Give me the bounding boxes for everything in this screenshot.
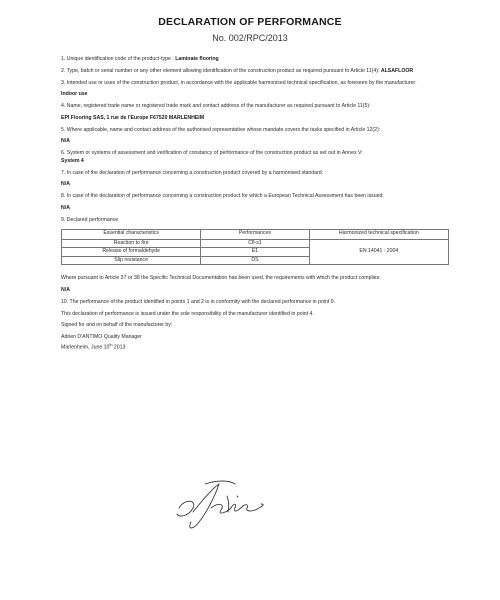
table-header-cell: Essential characteristics bbox=[62, 229, 201, 239]
item-1-label: 1. Unique identification code of the product-type : bbox=[61, 56, 176, 62]
item-1 bbox=[61, 56, 449, 64]
table-header-row bbox=[62, 229, 449, 239]
item-5-value: N/A bbox=[61, 138, 70, 145]
item-3-value: Indoor use bbox=[61, 91, 88, 98]
characteristic-cell: Release of formaldehyde bbox=[62, 248, 201, 257]
item-8-value: N/A bbox=[61, 204, 70, 211]
place-date bbox=[61, 342, 449, 352]
item-4-value: EPI Flooring SAS, 1 rue de l'Europe F67520 MARLENHEIM bbox=[61, 114, 205, 121]
item-2-value: ALSAFLOOR bbox=[380, 67, 414, 74]
table-row bbox=[62, 239, 449, 248]
place-date-text: Marlenheim, June 10 bbox=[61, 344, 110, 351]
item-1-value: Laminate flooring bbox=[175, 56, 219, 62]
date-year: 2013 bbox=[112, 344, 126, 351]
item-2-label: 2. Type, batch or serial number or any other element allowing identification of the construction product as required pursuant to Article 11(4): bbox=[61, 67, 381, 74]
item-6-label: 6. System or systems of assessment and verification of constancy of performance of the construction product as set out in Annex V: bbox=[61, 150, 363, 157]
characteristic-cell: Reaction to fire bbox=[62, 239, 201, 248]
item-4-label: 4. Name, registered trade name or registered trade mark and contact address of the manufacturer as required pursuant to Article 11(5): bbox=[61, 103, 371, 110]
item-6-value: System 4 bbox=[61, 157, 84, 164]
specification-cell: EN 14041 : 2004 bbox=[309, 239, 448, 265]
performance-table bbox=[61, 229, 449, 266]
document-number: No. 002/RPC/2013 bbox=[212, 33, 288, 43]
item-9-label: 9. Declared performance bbox=[61, 216, 119, 223]
article-37-value: N/A bbox=[61, 287, 70, 294]
characteristic-cell: Slip resistance bbox=[62, 256, 201, 265]
item-7-label: 7. In case of the declaration of performance concerning a construction product covered by a harmonised standard: bbox=[61, 169, 324, 176]
signatory-block bbox=[61, 334, 449, 352]
performance-cell: DS bbox=[201, 256, 309, 265]
item-8-label: 8. In case of the declaration of performance concerning a construction product for which a European Technical Assessment has been issued: bbox=[61, 193, 384, 200]
article-37-label: Where pursuant to Article 37 or 38 the Specific Technical Documentation has been used, the requirements with which the product complies: bbox=[61, 275, 381, 282]
signatory-name: Adrien D'ANTIMO Quality Manager bbox=[61, 334, 142, 341]
document-body bbox=[61, 56, 449, 352]
item-6 bbox=[61, 150, 449, 165]
date-suffix: th bbox=[109, 342, 113, 347]
item-3-label: 3. Intended use or uses of the construction product, in accordance with the applicable harmonised technical specification, as foreseen by the manufacturer: bbox=[61, 79, 417, 86]
responsibility-statement: This declaration of performance is issued under the sole responsibility of the manufacturer identified in point 4. bbox=[61, 310, 314, 317]
item-7-value: N/A bbox=[61, 181, 70, 188]
table-header-cell: Harmonized technical specification bbox=[309, 229, 448, 239]
document-title: DECLARATION OF PERFORMANCE bbox=[158, 16, 342, 28]
item-5-label: 5. Where applicable, name and contact address of the authorised representative whose mandate covers the tasks specified in Article 12(2): bbox=[61, 126, 381, 133]
performance-cell: E1 bbox=[201, 248, 309, 257]
performance-cell: Cfl-s1 bbox=[201, 239, 309, 248]
handwritten-signature bbox=[171, 478, 271, 536]
item-2 bbox=[61, 68, 449, 76]
signed-for: Signed for and on behalf of the manufacturer by: bbox=[61, 322, 173, 329]
table-header-cell: Performances bbox=[201, 229, 309, 239]
item-10: 10. The performance of the product identified in points 1 and 2 is in conformity with the declared performance in point 9. bbox=[61, 298, 336, 305]
